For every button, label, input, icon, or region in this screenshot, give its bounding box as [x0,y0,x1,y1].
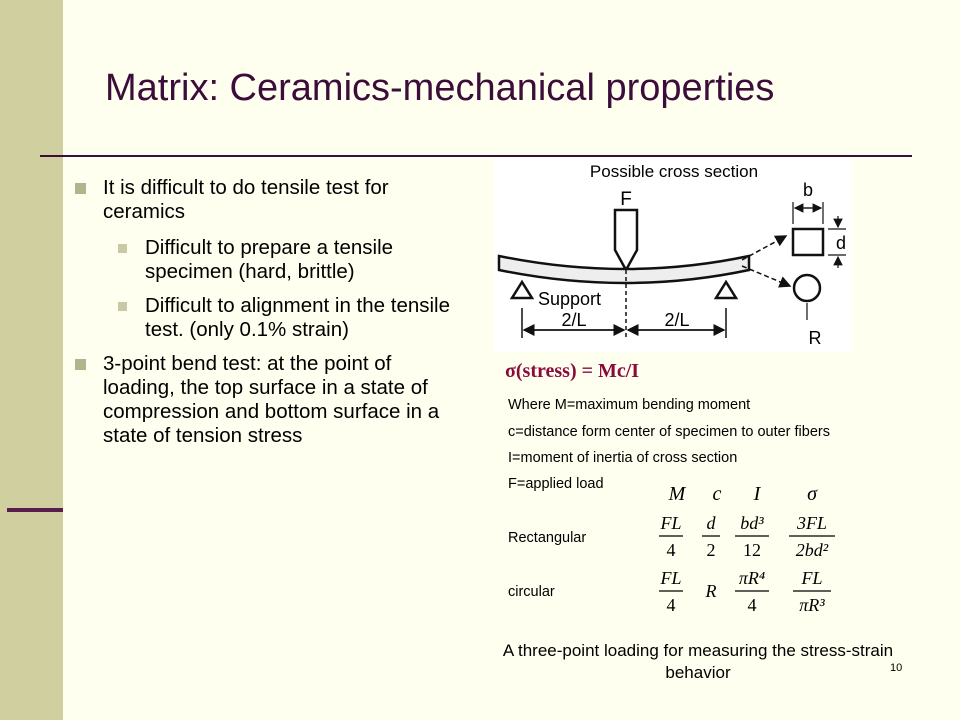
definition-line: Where M=maximum bending moment [508,397,751,413]
header-i: I [753,483,761,505]
header-sigma: σ [807,483,817,505]
span-left-label: 2/L [561,310,587,330]
header-m: M [668,483,686,505]
cell-denominator: 4 [666,540,676,560]
cell-denominator: 2 [706,540,716,560]
slide-title: Matrix: Ceramics-mechanical properties [105,67,775,109]
page-number: 10 [890,662,903,674]
circular-section-icon [794,275,820,301]
left-support-icon [512,282,532,298]
rectangular-section-icon [793,229,823,255]
cell-numerator: d [706,513,716,533]
cell-numerator: FL [801,568,823,588]
bend-test-diagram [494,158,852,352]
cell-numerator: FL [660,513,682,533]
sub-bullet-item: Difficult to alignment in the tensile test. (only 0.1% strain) [75,294,460,342]
right-support-icon [716,282,736,298]
side-band [0,0,63,720]
cell-numerator: 3FL [796,513,828,533]
row-label-circular: circular [508,584,555,600]
formula-table-svg [655,480,845,620]
figure-heading: Possible cross section [589,162,759,181]
definition-line: c=distance form center of specimen to outer fibers [508,424,830,440]
cell-denominator: 2bd² [795,540,829,560]
side-accent-bar [7,508,63,512]
definition-line: F=applied load [508,476,604,492]
width-label: b [802,180,814,200]
row-label-rectangular: Rectangular [508,530,587,546]
cell-denominator: 4 [747,595,757,615]
three-point-bend-figure [494,158,852,352]
stress-formula: σ(stress) = Mc/I [505,360,640,382]
cell-numerator: πR⁴ [738,568,766,588]
cell-plain: R [705,581,717,601]
bullet-item: It is difficult to do tensile test for ceramics [75,176,460,224]
bullet-item: 3-point bend test: at the point of loading, the top surface in a state of compression and bottom surface in a state of tension stress [75,352,460,448]
depth-label: d [835,233,847,253]
support-label: Support [538,289,602,309]
cell-denominator: 4 [666,595,676,615]
span-right-label: 2/L [664,310,690,330]
loading-nose-icon [615,210,637,270]
figure-caption: A three-point loading for measuring the stress-strain behavior [502,641,894,682]
cell-denominator: πR³ [799,595,825,615]
force-label: F [620,189,632,210]
bullet-list [75,176,460,460]
cell-numerator: bd³ [740,513,764,533]
definition-line: I=moment of inertia of cross section [508,450,738,466]
header-c: c [712,483,722,505]
cell-numerator: FL [660,568,682,588]
title-divider [40,155,912,157]
formula-table [655,480,845,620]
cell-denominator: 12 [743,540,761,560]
radius-label: R [808,328,822,348]
sub-bullet-item: Difficult to prepare a tensile specimen (hard, brittle) [75,236,460,284]
